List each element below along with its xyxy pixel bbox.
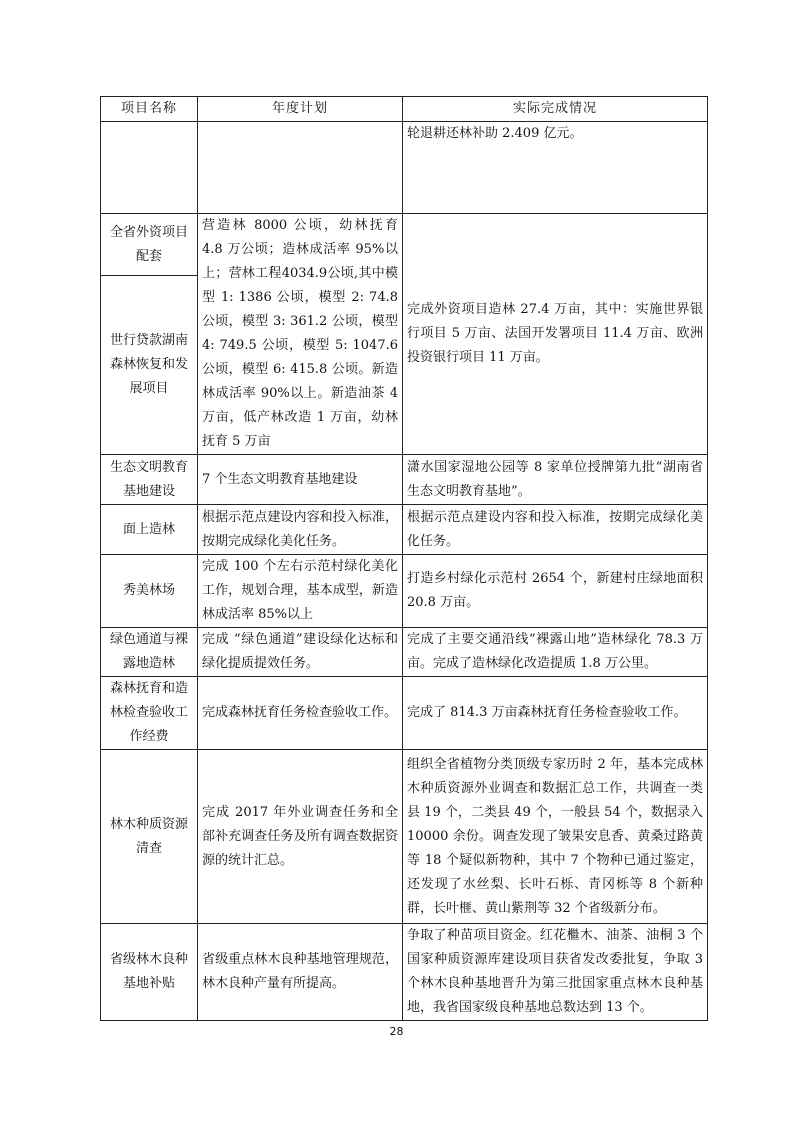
page-number: 28	[389, 1025, 404, 1038]
table-row	[101, 677, 708, 750]
table-row	[101, 455, 708, 505]
row-plan	[198, 122, 403, 214]
row-plan: 完成森林抚育任务检查验收工作。	[198, 677, 403, 750]
row-name: 世行贷款湖南森林恢复和发展项目	[101, 276, 198, 455]
table-row	[101, 122, 708, 214]
row-name: 森林抚育和造林检查验收工作经费	[101, 677, 198, 750]
row-name: 林木种质资源清查	[101, 750, 198, 924]
row-plan: 完成 “绿色通道”建设绿化达标和绿化提质提效任务。	[198, 628, 403, 677]
header-annual-plan: 年度计划	[198, 97, 403, 122]
row-plan: 营造林 8000 公顷，幼林抚育 4.8 万公顷；造林成活率 95%以上；营林工程4034.9公顷,其中模型 1: 1386 公顷，模型 2: 74.8 公顷，模型 3: 361.2 公顷，模型 4: 749.5 公顷，模型 5: 1047.6 公顷，模型 6: 415.8 公顷。新造林成活率 90%以上。新造油茶 4 万亩，低产林改造 1 万亩，幼林抚育 5 万亩	[198, 214, 403, 455]
row-name: 生态文明教育基地建设	[101, 455, 198, 505]
table-row	[101, 924, 708, 1021]
project-table	[100, 96, 708, 1021]
row-actual: 争取了种苗项目资金。红花檵木、油茶、油桐 3 个国家种质资源库建设项目获省发改委批复，争取 3 个林木良种基地晋升为第三批国家重点林木良种基地，我省国家级良种基地总数达到 13 个。	[403, 924, 708, 1021]
row-name: 面上造林	[101, 505, 198, 555]
row-actual: 根据示范点建设内容和投入标准，按期完成绿化美化任务。	[403, 505, 708, 555]
row-plan: 完成 2017 年外业调查任务和全部补充调查任务及所有调查数据资源的统计汇总。	[198, 750, 403, 924]
row-actual: 潇水国家湿地公园等 8 家单位授牌第九批“湖南省生态文明教育基地”。	[403, 455, 708, 505]
header-actual-completion: 实际完成情况	[403, 97, 708, 122]
row-actual: 完成了主要交通沿线“裸露山地”造林绿化 78.3 万亩。完成了造林绿化改造提质 1.8 万公里。	[403, 628, 708, 677]
table-row	[101, 214, 708, 276]
table-header-row	[101, 97, 708, 122]
header-project-name: 项目名称	[101, 97, 198, 122]
row-actual: 完成外资项目造林 27.4 万亩，其中：实施世界银行项目 5 万亩、法国开发署项目 11.4 万亩、欧洲投资银行项目 11 万亩。	[403, 214, 708, 455]
row-actual: 轮退耕还林补助 2.409 亿元。	[403, 122, 708, 214]
table-row	[101, 505, 708, 555]
row-plan: 根据示范点建设内容和投入标准，按期完成绿化美化任务。	[198, 505, 403, 555]
row-plan: 7 个生态文明教育基地建设	[198, 455, 403, 505]
row-name: 秀美林场	[101, 555, 198, 628]
row-name	[101, 122, 198, 214]
row-actual: 打造乡村绿化示范村 2654 个，新建村庄绿地面积 20.8 万亩。	[403, 555, 708, 628]
table-row	[101, 628, 708, 677]
row-name: 全省外资项目配套	[101, 214, 198, 276]
row-actual: 组织全省植物分类顶级专家历时 2 年，基本完成林木种质资源外业调查和数据汇总工作，共调查一类县 19 个，二类县 49 个，一般县 54 个，数据录入 10000 余份。调查发现了皱果安息香、黄桑过路黄等 18 个疑似新物种，其中 7 个物种已通过鉴定，还发现了水丝梨、长叶石栎、青冈栎等 8 个新种群，长叶榧、黄山紫荆等 32 个省级新分布。	[403, 750, 708, 924]
row-plan: 省级重点林木良种基地管理规范，林木良种产量有所提高。	[198, 924, 403, 1021]
row-actual: 完成了 814.3 万亩森林抚育任务检查验收工作。	[403, 677, 708, 750]
row-name: 省级林木良种基地补贴	[101, 924, 198, 1021]
row-name: 绿色通道与裸露地造林	[101, 628, 198, 677]
table-row	[101, 555, 708, 628]
row-plan: 完成 100 个左右示范村绿化美化工作，规划合理，基本成型，新造林成活率 85%以上	[198, 555, 403, 628]
table-row	[101, 750, 708, 924]
